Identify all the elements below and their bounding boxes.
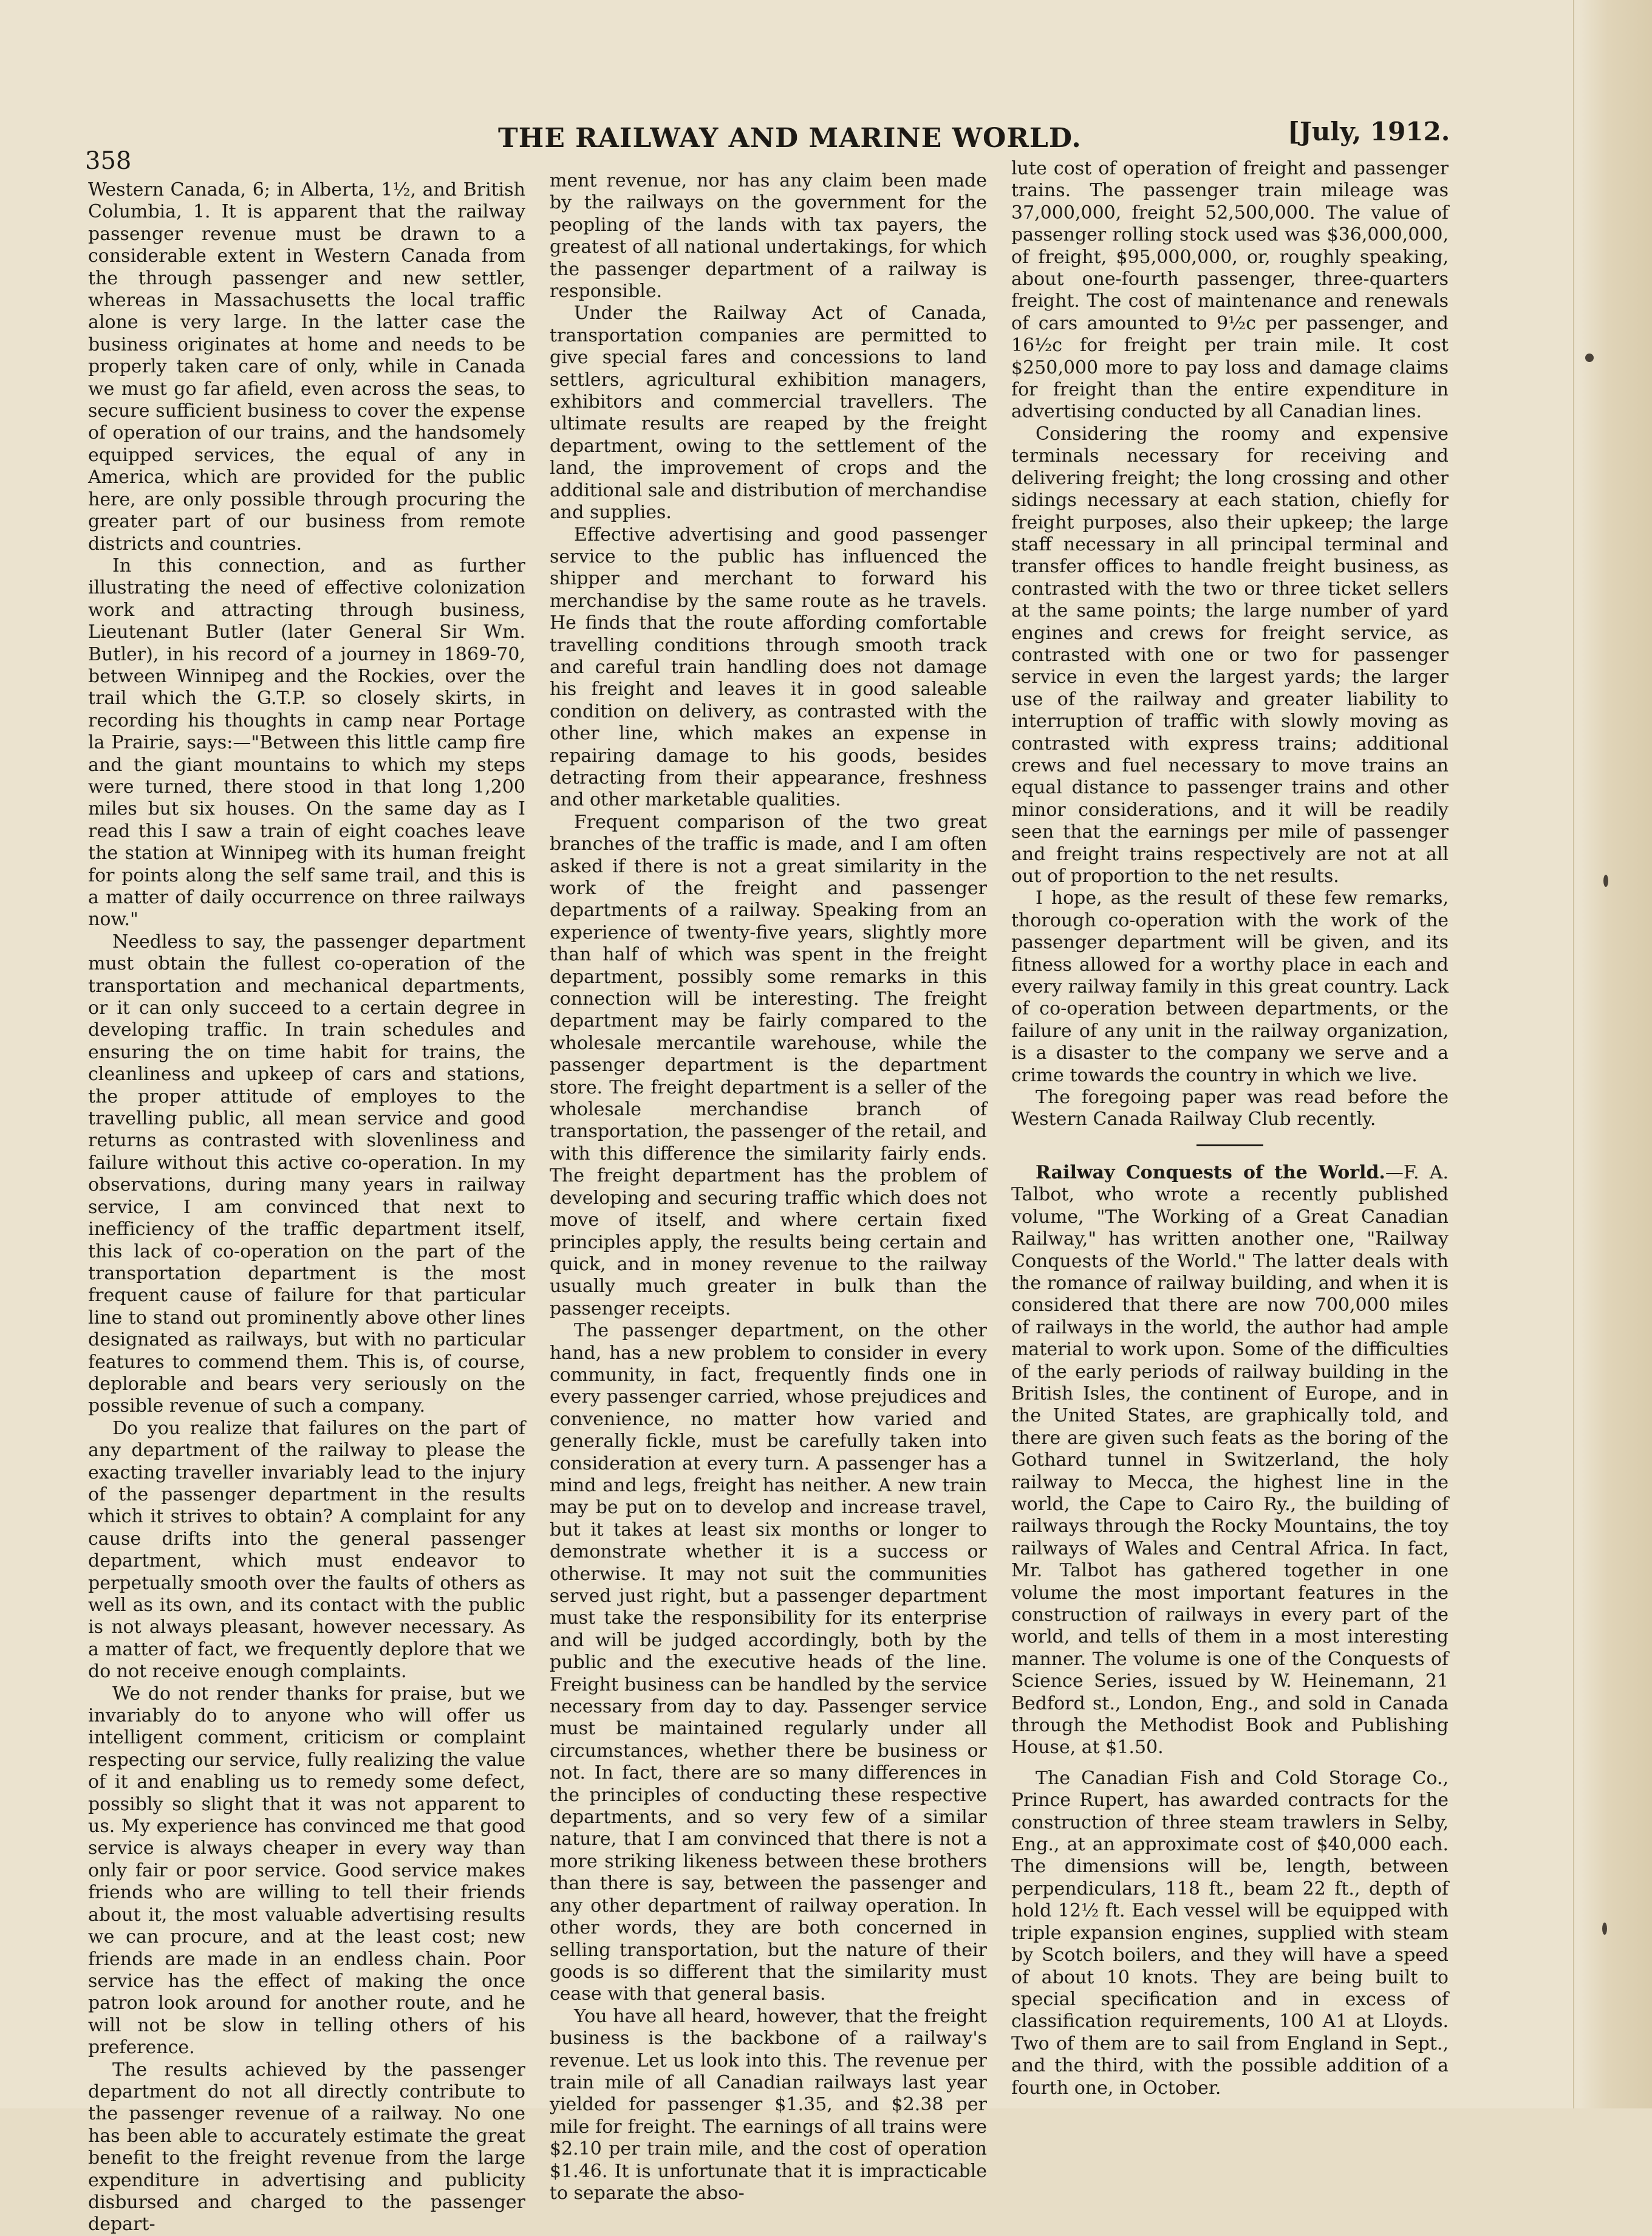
paragraph: Western Canada, 6; in Alberta, 1½, and British Columbia, 1. It is apparent that the railway passenger revenue must be drawn to a considerable extent in Western Canada from the through passenger and new settler, whereas in Massachusetts the local traffic alone is very large. In the latter case the business originates at home and needs to be properly taken care of only, while in Canada we must go far afield, even across the seas, to secure sufficient business to cover the expense of operation of our trains, and the handsomely equipped services, the equal of any in America, which are provided for the public here, are only possible through procuring the greater part of our business from remote districts and countries. (88, 179, 525, 555)
paragraph: The results achieved by the passenger department do not all directly contribute to the passenger revenue of a railway. No one has been able to accurately estimate the great benefit to the freight revenue from the large expenditure in advertising and publicity disbursed and charged to the passenger depart- (88, 2059, 525, 2235)
paragraph: lute cost of operation of freight and passenger trains. The passenger train mileage was 37,000,000, freight 52,500,000. The value of passenger rolling stock used was $36,000,000, of freight, $95,000,000, or, roughly speaking, about one-fourth passenger, three-quarters freight. The cost of maintenance and renewals of cars amounted to 9½c per passenger, and 16½c for freight per train mile. It cost $250,000 more to pay loss and damage claims for freight than the entire expenditure in advertising conducted by all Canadian lines. (1011, 158, 1449, 423)
page-fold-line (1573, 0, 1574, 2108)
paragraph: Do you realize that failures on the part of any department of the railway to please the exacting traveller invariably lead to the injury of the passenger department in the results which it strives to obtain? A complaint for any cause drifts into the general passenger department, which must endeavor to perpetually smooth over the faults of others as well as its own, and its contact with the public is not always pleasant, however necessary. As a matter of fact, we frequently deplore that we do not receive enough complaints. (88, 1417, 525, 1683)
paper-speck (1603, 875, 1608, 887)
paper-speck (1602, 1923, 1607, 1935)
paragraph: Effective advertising and good passenger service to the public has influenced the shipper and merchant to forward his merchandise by the same route as he travels. He finds that the route affording comfortable travelling conditions through smooth track and careful train handling does not damage his freight and leaves it in good saleable condition on delivery, as contrasted with the other line, which makes an expense in repairing damage to his goods, besides detracting from their appearance, freshness and other marketable qualities. (550, 524, 987, 811)
paragraph: In this connection, and as further illustrating the need of effective colonization work and attracting through business, Lieutenant Butler (later General Sir Wm. Butler), in his record of a journey in 1869-70, between Winnipeg and the Rockies, over the trail which the G.T.P. so closely skirts, in recording his thoughts in camp near Portage la Prairie, says:—"Between this little camp fire and the giant mountains to which my steps were turned, there stood in that long 1,200 miles but six houses. On the same day as I read this I saw a train of eight coaches leave the station at Winnipeg with its human freight for points along the self same trail, and this is a matter of daily occurrence on three railways now." (88, 555, 525, 931)
paragraph: The Canadian Fish and Cold Storage Co., Prince Rupert, has awarded contracts for the construction of three steam trawlers in Selby, Eng., at an approximate cost of $40,000 each. The dimensions will be, length, between perpendiculars, 118 ft., beam 22 ft., depth of hold 12½ ft. Each vessel will be equipped with triple expansion engines, supplied with steam by Scotch boilers, and they will have a speed of about 10 knots. They are being built to special specification and in excess of classification requirements, 100 A1 at Lloyds. Two of them are to sail from England in Sept., and the third, with the possible addition of a fourth one, in October. (1011, 1767, 1449, 2099)
paragraph: Under the Railway Act of Canada, transportation companies are permitted to give special fares and concessions to land settlers, agricultural exhibition managers, exhibitors and commercial travellers. The ultimate results are reaped by the freight department, owing to the settlement of the land, the improvement of crops and the additional sale and distribution of merchandise and supplies. (550, 303, 987, 524)
paragraph: I hope, as the result of these few remarks, thorough co-operation with the work of the passenger department will be given, and its fitness allowed for a worthy place in each and every railway family in this great country. Lack of co-operation between departments, or the failure of any unit in the railway organization, is a disaster to the company we serve and a crime towards the country in which we live. (1011, 887, 1449, 1086)
page-header (79, 111, 1458, 175)
paper-speck (1585, 354, 1594, 362)
paragraph: We do not render thanks for praise, but we invariably do to anyone who will offer us intelligent comment, criticism or complaint respecting our service, fully realizing the value of it and enabling us to remedy some defect, possibly so slight that it was not apparent to us. My experience has convinced me that good service is always cheaper in every way than only fair or poor service. Good service makes friends who are willing to tell their friends about it, the most valuable advertising results we can procure, and at the least cost; new friends are made in an endless chain. Poor service has the effect of making the once patron look around for another route, and he will not be slow in telling others of his preference. (88, 1683, 525, 2059)
text-column-3 (1011, 158, 1449, 2099)
paragraph: The passenger department, on the other hand, has a new problem to consider in every community, in fact, frequently finds one in every passenger carried, whose prejudices and convenience, no matter how varied and generally fickle, must be carefully taken into consideration at every turn. A passenger has a mind and legs, freight has neither. A new train may be put on to develop and increase travel, but it takes at least six months or longer to demonstrate whether it is a success or otherwise. It may not suit the communities served just right, but a passenger department must take the responsibility for its enterprise and will be judged accordingly, both by the public and the executive heads of the line. Freight business can be handled by the service necessary from day to day. Passenger service must be maintained regularly under all circumstances, whether there be business or not. In fact, there are so many differences in the principles of conducting these respective departments, and so very few of a similar nature, that I am convinced that there is not a more striking likeness between these brothers than there is say, between the passenger and any other department of railway operation. In other words, they are both concerned in selling transportation, but the nature of their goods is so different that the similarity must cease with that general basis. (550, 1320, 987, 2005)
article-separator-rule (1196, 1144, 1263, 1146)
paragraph: Needless to say, the passenger department must obtain the fullest co-operation of the transportation and mechanical departments, or it can only succeed to a certain degree in developing traffic. In train schedules and ensuring the on time habit for trains, the cleanliness and upkeep of cars and stations, the proper attitude of employes to the travelling public, all mean service and good returns as contrasted with slovenliness and failure without this active co-operation. In my observations, during many years in railway service, I am convinced that next to inefficiency of the traffic department itself, this lack of co-operation on the part of the transportation department is the most frequent cause of failure for that particular line to stand out prominently above other lines designated as railways, but with no particular features to commend them. This is, of course, deplorable and bears very seriously on the possible revenue of such a company. (88, 931, 525, 1417)
article-body: —F. A. Talbot, who wrote a recently published volume, "The Working of a Great Canadian Railway," has written another one, "Railway Conquests of the World." The latter deals with the romance of railway building, and when it is considered that there are now 700,000 miles of railways in the world, the author had ample material to work upon. Some of the difficulties of the early periods of railway building in the British Isles, the continent of Europe, and in the United States, are graphically told, and there are given such feats as the boring of the Gothard tunnel in Switzerland, the holy railway to Mecca, the highest line in the world, the Cape to Cairo Ry., the building of railways through the Rocky Mountains, the toy railways of Wales and Central Africa. In fact, Mr. Talbot has gathered together in one volume the most important features in the construction of railways in every part of the world, and tells of them in a most interesting manner. The volume is one of the Conquests of Science Series, issued by W. Heinemann, 21 Bedford st., London, Eng., and sold in Canada through the Methodist Book and Publishing House, at $1.50. (1011, 1161, 1449, 1759)
paragraph: You have all heard, however, that the freight business is the backbone of a railway's revenue. Let us look into this. The revenue per train mile of all Canadian railways last year yielded for passenger $1.35, and $2.38 per mile for freight. The earnings of all trains were $2.10 per train mile, and the cost of operation $1.46. It is unfortunate that it is impracticable to separate the abso- (550, 2005, 987, 2204)
issue-date: [July, 1912. (1288, 117, 1450, 146)
article-headline: Railway Conquests of the World. (1036, 1161, 1385, 1183)
paragraph: ment revenue, nor has any claim been made by the railways on the government for the peopling of the lands with tax payers, the greatest of all national undertakings, for which the passenger department of a railway is responsible. (550, 170, 987, 303)
paragraph: Considering the roomy and expensive terminals necessary for receiving and delivering freight; the long crossing and other sidings necessary at each station, chiefly for freight purposes, also their upkeep; the large staff necessary in all principal terminal and transfer offices to handle freight business, as contrasted with the two or three ticket sellers at the same points; the large number of yard engines and crews for freight service, as contrasted with one or two for passenger service in even the largest yards; the larger use of the railway and greater liability to interruption of traffic with slowly moving as contrasted with express trains; additional crews and fuel necessary to move trains an equal distance to passenger trains and other minor considerations, and it will be readily seen that the earnings per mile of passenger and freight trains respectively are not at all out of proportion to the net results. (1011, 423, 1449, 887)
journal-title: THE RAILWAY AND MARINE WORLD. (498, 123, 1082, 154)
paragraph: Frequent comparison of the two great branches of the traffic is made, and I am often asked if there is not a great similarity in the work of the freight and passenger departments of a railway. Speaking from an experience of twenty-five years, slightly more than half of which was spent in the freight department, possibly some remarks in this connection will be interesting. The freight department may be fairly compared to the wholesale mercantile warehouse, while the passenger department is the department store. The freight department is a seller of the wholesale merchandise branch of transportation, the passenger of the retail, and with this difference the similarity fairly ends. The freight department has the problem of developing and securing traffic which does not move of itself, and where certain fixed principles apply, the results being certain and quick, and in money revenue to the railway usually much greater in bulk than the passenger receipts. (550, 811, 987, 1319)
paragraph: The foregoing paper was read before the Western Canada Railway Club recently. (1011, 1087, 1449, 1130)
article-paragraph (1011, 1162, 1449, 1759)
page-edge-shadow (1579, 0, 1652, 2108)
text-column-1 (88, 179, 525, 2235)
text-column-2 (550, 170, 987, 2204)
page-number: 358 (85, 147, 132, 175)
